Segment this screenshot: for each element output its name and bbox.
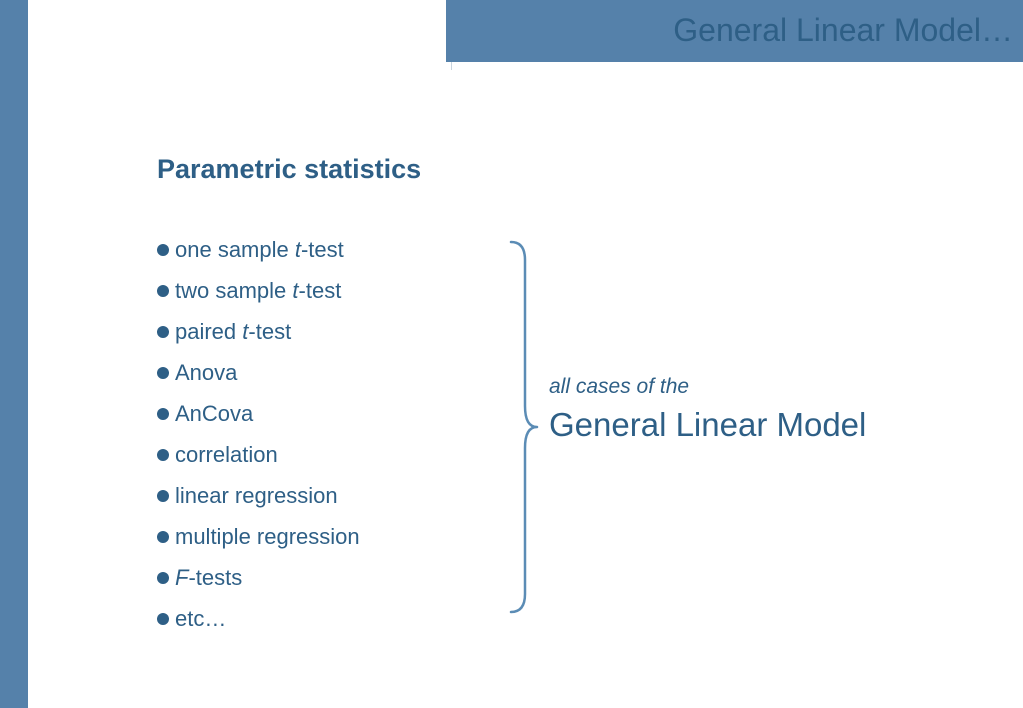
item-text: Anova: [175, 360, 238, 385]
item-text: multiple regression: [175, 524, 360, 549]
bullet-icon: [157, 244, 169, 256]
note-title: General Linear Model: [549, 406, 867, 443]
note-caption: all cases of the: [549, 375, 690, 398]
bullet-icon: [157, 531, 169, 543]
item-suffix: -test: [300, 237, 344, 262]
bullet-icon: [157, 285, 169, 297]
list-item: [157, 603, 360, 644]
item-text: linear regression: [175, 483, 338, 508]
bullet-icon: [157, 408, 169, 420]
curly-brace-icon: [505, 238, 545, 616]
list-item: [157, 439, 360, 480]
item-suffix: -test: [248, 319, 292, 344]
list-item: [157, 521, 360, 562]
slide-title: General Linear Model…: [673, 12, 1013, 48]
section-heading: Parametric statistics: [157, 154, 422, 184]
item-text: correlation: [175, 442, 278, 467]
item-text: etc…: [175, 606, 227, 631]
left-accent-bar: [0, 0, 28, 708]
bullet-icon: [157, 490, 169, 502]
item-text: two sample: [175, 278, 293, 303]
bullet-icon: [157, 367, 169, 379]
list-item: [157, 316, 360, 357]
item-italic: t: [242, 319, 249, 344]
list-item: [157, 357, 360, 398]
bullet-list: [157, 234, 360, 644]
bullet-icon: [157, 613, 169, 625]
list-item: [157, 562, 360, 603]
item-italic: t: [294, 237, 301, 262]
item-text: one sample: [175, 237, 295, 262]
header-bar: [446, 0, 1023, 62]
list-item: [157, 480, 360, 521]
list-item: [157, 398, 360, 439]
list-item: [157, 234, 360, 275]
item-suffix: -test: [298, 278, 342, 303]
item-italic: t: [292, 278, 299, 303]
divider: [451, 62, 452, 70]
list-item: [157, 275, 360, 316]
item-suffix: -tests: [188, 565, 243, 590]
item-text: paired: [175, 319, 243, 344]
item-text: AnCova: [175, 401, 254, 426]
bullet-icon: [157, 572, 169, 584]
bullet-icon: [157, 449, 169, 461]
bullet-icon: [157, 326, 169, 338]
item-italic: F: [175, 565, 189, 590]
